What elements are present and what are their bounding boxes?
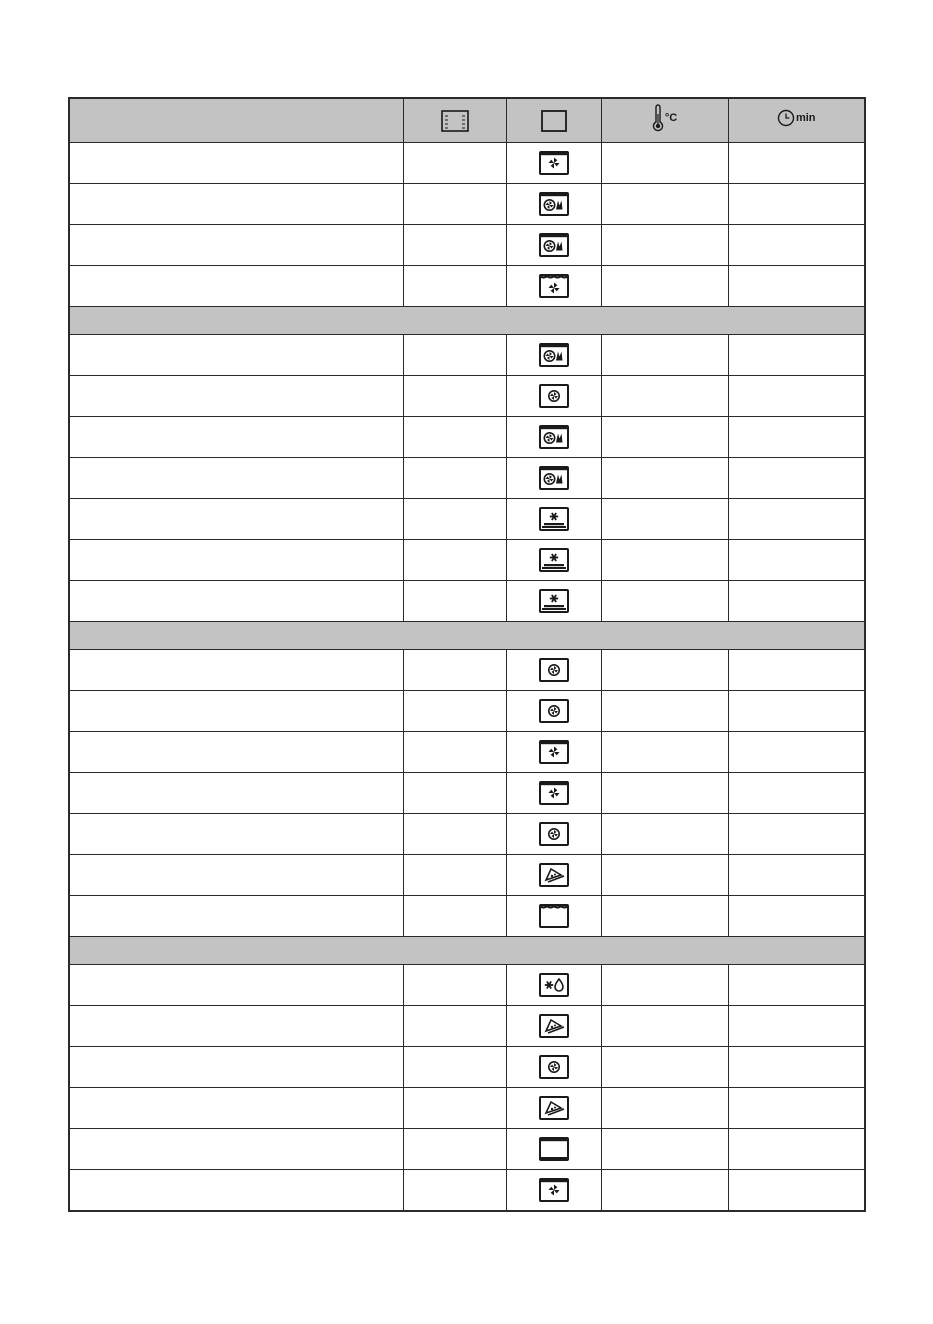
- food-cell: [69, 225, 403, 266]
- food-cell: [69, 458, 403, 499]
- ring-fan-icon: [539, 658, 569, 682]
- mode-cell: [506, 225, 601, 266]
- fan-icon: [539, 781, 569, 805]
- table-row: [69, 143, 865, 184]
- fan-grill-icon: [539, 466, 569, 490]
- mode-cell: [506, 581, 601, 622]
- table-body: [69, 143, 865, 1212]
- fan-grill-icon: [539, 233, 569, 257]
- food-cell: [69, 143, 403, 184]
- mode-cell: [506, 773, 601, 814]
- shelf-cell: [403, 184, 506, 225]
- table-row: [69, 1088, 865, 1129]
- shelf-level-icon: [441, 110, 469, 132]
- time-cell: [728, 581, 865, 622]
- mode-cell: [506, 540, 601, 581]
- temperature-cell: [601, 965, 728, 1006]
- time-cell: [728, 814, 865, 855]
- mode-cell: [506, 1170, 601, 1212]
- time-cell: [728, 266, 865, 307]
- food-cell: [69, 732, 403, 773]
- temperature-cell: [601, 773, 728, 814]
- ring-fan-icon: [539, 1055, 569, 1079]
- mode-cell: [506, 1129, 601, 1170]
- temperature-cell: [601, 1170, 728, 1212]
- mode-cell: [506, 896, 601, 937]
- mode-cell: [506, 855, 601, 896]
- defrost-bottom-icon: [539, 548, 569, 572]
- ring-fan-icon: [539, 384, 569, 408]
- time-cell: [728, 650, 865, 691]
- mode-cell: [506, 650, 601, 691]
- time-cell: [728, 965, 865, 1006]
- shelf-cell: [403, 417, 506, 458]
- defrost-drop-icon: [539, 973, 569, 997]
- mode-cell: [506, 1006, 601, 1047]
- ring-fan-icon: [539, 699, 569, 723]
- temperature-cell: [601, 581, 728, 622]
- food-cell: [69, 1006, 403, 1047]
- temperature-cell: [601, 335, 728, 376]
- mode-cell: [506, 335, 601, 376]
- shelf-cell: [403, 965, 506, 1006]
- table-row: [69, 814, 865, 855]
- food-cell: [69, 773, 403, 814]
- fan-icon: [539, 151, 569, 175]
- table-row: [69, 732, 865, 773]
- section-divider-cell: [69, 622, 865, 650]
- shelf-cell: [403, 376, 506, 417]
- temperature-cell: [601, 376, 728, 417]
- time-cell: [728, 1088, 865, 1129]
- shelf-cell: [403, 499, 506, 540]
- mode-cell: [506, 458, 601, 499]
- food-cell: [69, 1129, 403, 1170]
- shelf-cell: [403, 855, 506, 896]
- food-cell: [69, 650, 403, 691]
- shelf-cell: [403, 896, 506, 937]
- table-row: [69, 417, 865, 458]
- temperature-cell: [601, 855, 728, 896]
- defrost-bottom-icon: [539, 507, 569, 531]
- shelf-cell: [403, 335, 506, 376]
- header-shelf-cell: [403, 98, 506, 143]
- temperature-cell: [601, 1088, 728, 1129]
- shelf-cell: [403, 143, 506, 184]
- fan-grill-icon: [539, 425, 569, 449]
- food-cell: [69, 1047, 403, 1088]
- section-divider-cell: [69, 307, 865, 335]
- food-cell: [69, 1088, 403, 1129]
- mode-cell: [506, 1088, 601, 1129]
- temperature-cell: [601, 417, 728, 458]
- top-bottom-heat-icon: [539, 1137, 569, 1161]
- shelf-cell: [403, 1006, 506, 1047]
- table-row: [69, 1006, 865, 1047]
- temperature-cell: [601, 225, 728, 266]
- table-row: [69, 691, 865, 732]
- food-cell: [69, 855, 403, 896]
- ring-fan-icon: [539, 822, 569, 846]
- pizza-icon: [539, 863, 569, 887]
- shelf-cell: [403, 581, 506, 622]
- table-row: [69, 855, 865, 896]
- food-cell: [69, 896, 403, 937]
- temperature-cell: [601, 732, 728, 773]
- temperature-cell: [601, 266, 728, 307]
- time-cell: [728, 855, 865, 896]
- defrost-bottom-icon: [539, 589, 569, 613]
- food-cell: [69, 184, 403, 225]
- table-row: [69, 1047, 865, 1088]
- shelf-cell: [403, 266, 506, 307]
- time-cell: [728, 458, 865, 499]
- table-row: [69, 540, 865, 581]
- shelf-cell: [403, 1047, 506, 1088]
- pizza-icon: [539, 1096, 569, 1120]
- time-cell: [728, 1129, 865, 1170]
- table-row: [69, 499, 865, 540]
- food-cell: [69, 266, 403, 307]
- table-row: [69, 335, 865, 376]
- food-cell: [69, 376, 403, 417]
- fan-grill-icon: [539, 192, 569, 216]
- table-row: [69, 1129, 865, 1170]
- temperature-cell: [601, 499, 728, 540]
- temperature-cell: [601, 814, 728, 855]
- food-cell: [69, 691, 403, 732]
- section-divider-row: [69, 937, 865, 965]
- pizza-icon: [539, 1014, 569, 1038]
- temperature-cell: [601, 540, 728, 581]
- time-cell: [728, 732, 865, 773]
- thermometer-icon: [652, 104, 664, 132]
- top-heat-icon: [539, 904, 569, 928]
- shelf-cell: [403, 1129, 506, 1170]
- temperature-cell: [601, 1047, 728, 1088]
- temperature-unit: °C: [664, 112, 678, 124]
- table-row: [69, 650, 865, 691]
- mode-cell: [506, 376, 601, 417]
- header-temp-cell: [601, 98, 728, 143]
- header-time-cell: [728, 98, 865, 143]
- mode-cell: [506, 732, 601, 773]
- header-food-cell: [69, 98, 403, 143]
- time-cell: [728, 143, 865, 184]
- header-mode-cell: [506, 98, 601, 143]
- food-cell: [69, 581, 403, 622]
- shelf-cell: [403, 225, 506, 266]
- shelf-cell: [403, 540, 506, 581]
- table-row: [69, 773, 865, 814]
- food-cell: [69, 335, 403, 376]
- shelf-cell: [403, 1088, 506, 1129]
- time-cell: [728, 540, 865, 581]
- mode-cell: [506, 814, 601, 855]
- temperature-cell: [601, 143, 728, 184]
- shelf-cell: [403, 732, 506, 773]
- table-header-row: [69, 98, 865, 143]
- mode-cell: [506, 417, 601, 458]
- time-cell: [728, 225, 865, 266]
- food-cell: [69, 1170, 403, 1212]
- time-cell: [728, 773, 865, 814]
- time-unit: min: [795, 112, 816, 124]
- mode-cell: [506, 143, 601, 184]
- table-row: [69, 225, 865, 266]
- clock-icon: [777, 109, 795, 127]
- fan-grill-icon: [539, 343, 569, 367]
- time-cell: [728, 417, 865, 458]
- temperature-cell: [601, 1006, 728, 1047]
- food-cell: [69, 417, 403, 458]
- table-row: [69, 458, 865, 499]
- oven-mode-icon: [541, 110, 567, 132]
- mode-cell: [506, 184, 601, 225]
- mode-cell: [506, 691, 601, 732]
- shelf-cell: [403, 814, 506, 855]
- table-row: [69, 184, 865, 225]
- temperature-cell: [601, 184, 728, 225]
- table-row: [69, 965, 865, 1006]
- shelf-cell: [403, 1170, 506, 1212]
- time-cell: [728, 691, 865, 732]
- food-cell: [69, 499, 403, 540]
- time-cell: [728, 1047, 865, 1088]
- table-row: [69, 896, 865, 937]
- time-cell: [728, 335, 865, 376]
- mode-cell: [506, 965, 601, 1006]
- time-cell: [728, 1170, 865, 1212]
- fan-icon: [539, 740, 569, 764]
- time-cell: [728, 896, 865, 937]
- section-divider-row: [69, 622, 865, 650]
- temperature-cell: [601, 458, 728, 499]
- mode-cell: [506, 266, 601, 307]
- table-row: [69, 581, 865, 622]
- shelf-cell: [403, 691, 506, 732]
- mode-cell: [506, 499, 601, 540]
- table-row: [69, 376, 865, 417]
- temperature-cell: [601, 691, 728, 732]
- cooking-table: [68, 97, 866, 1212]
- section-divider-cell: [69, 937, 865, 965]
- section-divider-row: [69, 307, 865, 335]
- food-cell: [69, 965, 403, 1006]
- shelf-cell: [403, 650, 506, 691]
- time-cell: [728, 376, 865, 417]
- shelf-cell: [403, 458, 506, 499]
- temperature-cell: [601, 896, 728, 937]
- mode-cell: [506, 1047, 601, 1088]
- table-row: [69, 266, 865, 307]
- temperature-cell: [601, 650, 728, 691]
- fan-icon: [539, 1178, 569, 1202]
- time-cell: [728, 184, 865, 225]
- time-cell: [728, 499, 865, 540]
- food-cell: [69, 814, 403, 855]
- temperature-cell: [601, 1129, 728, 1170]
- table-row: [69, 1170, 865, 1212]
- food-cell: [69, 540, 403, 581]
- fan-top-heat-icon: [539, 274, 569, 298]
- shelf-cell: [403, 773, 506, 814]
- time-cell: [728, 1006, 865, 1047]
